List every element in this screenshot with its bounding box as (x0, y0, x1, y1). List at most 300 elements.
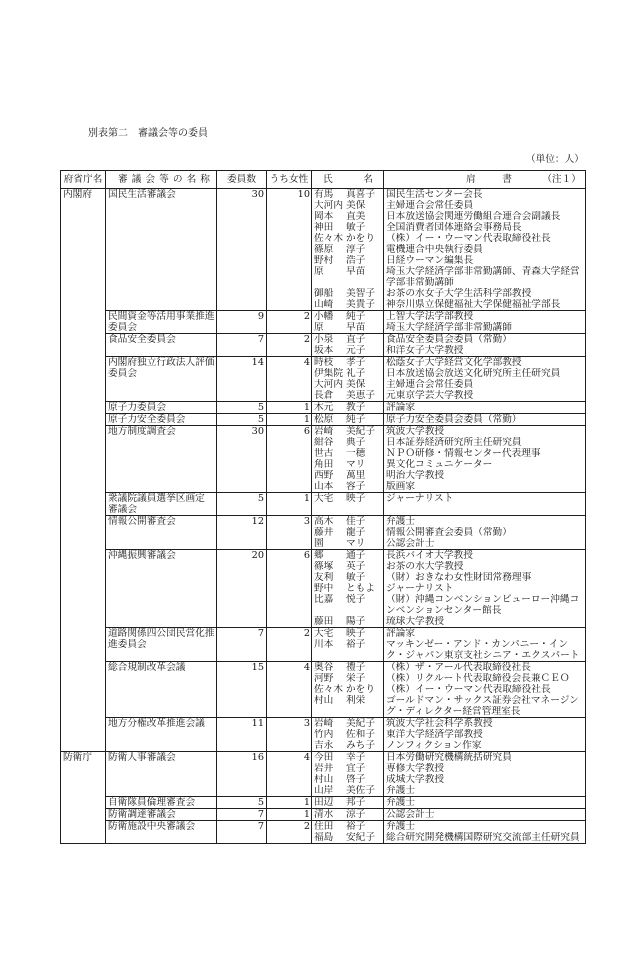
member-name-cell (312, 662, 384, 718)
female-count: 3 (303, 516, 310, 527)
member-title-cell (384, 414, 586, 426)
member-name-line (314, 695, 383, 706)
member-family-name: 岩井 (314, 763, 334, 774)
member-title-line: 琉球大学教授 (386, 616, 445, 627)
member-family-name: 岡本 (314, 211, 334, 222)
member-title-line: 食品安全委員会委員（常勤） (386, 334, 512, 345)
member-title-line: （財）おきなわ女性財団常務理事 (386, 572, 532, 583)
female-count-cell (267, 334, 312, 357)
member-given-name: 美保 (346, 379, 366, 390)
member-name (314, 414, 383, 425)
member-title (386, 718, 585, 729)
member-title (386, 244, 585, 255)
member-family-name: 山岸 (314, 785, 334, 796)
member-name-line (314, 266, 383, 277)
member-count: 5 (257, 493, 264, 504)
member-name (314, 628, 383, 639)
member-title-line: お茶の水大学教授 (386, 561, 464, 572)
member-name (314, 729, 383, 740)
member-given-name: マリ (346, 538, 366, 549)
member-title (386, 299, 585, 310)
header-council-label: 審議会等の名称 (118, 174, 210, 185)
council-name-line: 進委員会 (108, 639, 147, 650)
member-name-line (314, 752, 383, 763)
member-name-line (314, 200, 383, 211)
member-count: 14 (251, 357, 264, 368)
ministry-cell (61, 752, 106, 844)
council-row (61, 493, 586, 516)
member-title-cell (384, 628, 586, 662)
member-given-name: 美保 (346, 200, 366, 211)
member-given-name: 裕子 (346, 821, 366, 832)
table-body (61, 189, 586, 844)
member-title (386, 211, 585, 222)
member-title (386, 809, 585, 820)
member-title (386, 222, 585, 233)
council-row (61, 662, 586, 718)
member-title-line: 弁護士 (386, 516, 416, 527)
member-count: 7 (257, 821, 264, 832)
member-count: 11 (251, 718, 264, 729)
member-family-name: 高木 (314, 516, 334, 527)
member-name-cell (312, 628, 384, 662)
member-title-line: お茶の水女子大学生活科学部教授 (386, 288, 532, 299)
member-title-cell (384, 189, 586, 311)
member-title (386, 662, 585, 673)
member-given-name: 龍子 (346, 527, 366, 538)
member-title-cell (384, 402, 586, 414)
member-given-name: 美紀子 (346, 426, 376, 437)
council-name-line: 衆議院議員選挙区画定 (108, 493, 205, 504)
member-name (314, 797, 383, 808)
member-title-line: 学部非常勤講師 (386, 277, 454, 288)
member-count-cell (217, 662, 267, 718)
member-name (314, 379, 383, 390)
member-title (386, 233, 585, 244)
member-name (314, 583, 383, 594)
female-count: 4 (303, 752, 310, 763)
member-family-name: 藤田 (314, 616, 334, 627)
member-count-cell (217, 334, 267, 357)
member-title (386, 763, 585, 774)
member-family-name: 伊集院 (314, 368, 344, 379)
council-name-cell (106, 752, 217, 797)
member-name-line (314, 345, 383, 356)
member-title-line: （株）リクルート代表取締役会長兼ＣＥＯ (386, 673, 570, 684)
female-count: 1 (303, 493, 310, 504)
member-name-line (314, 561, 383, 572)
member-given-name: 孝子 (346, 357, 366, 368)
council-name-line: 国民生活審議会 (108, 189, 176, 200)
member-name-line (314, 628, 383, 639)
member-family-name: 佐々木 (314, 684, 344, 695)
member-name-line (314, 299, 383, 310)
council-name-line: 地方制度調査会 (108, 426, 176, 437)
member-name (314, 538, 383, 549)
header-name-label: 氏名 (323, 174, 373, 185)
member-given-name: 美貴子 (346, 299, 376, 310)
member-title (386, 402, 585, 413)
council-name-cell (106, 357, 217, 402)
member-name-line (314, 459, 383, 470)
member-title (386, 390, 585, 401)
member-name-line (314, 684, 383, 695)
member-title-line: （株）イー・ウーマン代表取締役社長 (386, 233, 551, 244)
council-name-cell (106, 809, 217, 821)
member-given-name: 早苗 (346, 322, 366, 333)
member-name (314, 493, 383, 504)
member-family-name: 郷 (314, 550, 324, 561)
member-count: 7 (257, 628, 264, 639)
member-title (386, 459, 585, 470)
member-title (386, 628, 585, 639)
council-name-line: 食品安全委員会 (108, 334, 176, 345)
female-count-cell (267, 426, 312, 493)
member-name-cell (312, 550, 384, 628)
member-title-line: 日本放送協会放送文化研究所主任研究員 (386, 368, 561, 379)
member-title-cell (384, 809, 586, 821)
member-family-name: 世古 (314, 448, 334, 459)
header-row (61, 171, 586, 189)
council-name-line: 委員会 (108, 322, 138, 333)
member-family-name: 長倉 (314, 390, 334, 401)
member-name-cell (312, 752, 384, 797)
member-name (314, 527, 383, 538)
member-title-line: 版画家 (386, 481, 416, 492)
council-row (61, 311, 586, 334)
member-name (314, 516, 383, 527)
member-given-name: 陽子 (346, 616, 366, 627)
member-name (314, 255, 383, 266)
council-row (61, 809, 586, 821)
member-count: 12 (251, 516, 264, 527)
member-name-line (314, 797, 383, 808)
member-title-line: （株）イー・ウーマン代表取締役社長 (386, 684, 551, 695)
member-title (386, 583, 585, 594)
member-name-cell (312, 402, 384, 414)
member-name-line (314, 368, 383, 379)
council-row (61, 752, 586, 797)
member-title (386, 639, 585, 661)
council-name-line: 委員会 (108, 368, 138, 379)
female-count: 2 (303, 821, 310, 832)
member-count-cell (217, 493, 267, 516)
member-name (314, 695, 383, 717)
member-given-name: 宜子 (346, 763, 366, 774)
header-title (384, 171, 586, 189)
female-count: 3 (303, 718, 310, 729)
member-count: 5 (257, 797, 264, 808)
member-name (314, 437, 383, 448)
member-family-name: 岩崎 (314, 426, 334, 437)
member-title (386, 821, 585, 832)
member-title (386, 334, 585, 345)
council-name-cell (106, 718, 217, 752)
member-name-line (314, 616, 383, 627)
member-count: 9 (257, 311, 264, 322)
member-title-line: 弁護士 (386, 797, 416, 808)
member-count: 7 (257, 809, 264, 820)
member-name-line (314, 437, 383, 448)
member-given-name: 裕子 (346, 639, 366, 650)
member-family-name: 大宅 (314, 628, 334, 639)
member-title-line: 元東京学芸大学教授 (386, 390, 474, 401)
member-title-line: ク・ジャパン東京支社シニア・エクスパート (386, 650, 580, 661)
member-name-line (314, 538, 383, 549)
header-women (267, 171, 312, 189)
member-title-line: 松蔭女子大学経営文化学部教授 (386, 357, 522, 368)
member-given-name: 幸子 (346, 752, 366, 763)
member-name (314, 785, 383, 796)
member-title (386, 437, 585, 448)
female-count: 1 (303, 414, 310, 425)
member-given-name: 美恵子 (346, 390, 376, 401)
member-title-line: 公認会計士 (386, 809, 435, 820)
member-given-name: 悦子 (346, 594, 366, 605)
member-name-line (314, 322, 383, 333)
member-family-name: 竹内 (314, 729, 334, 740)
member-name (314, 809, 383, 820)
member-title (386, 311, 585, 322)
female-count-cell (267, 311, 312, 334)
member-title-cell (384, 311, 586, 334)
member-title (386, 493, 585, 504)
member-name-cell (312, 189, 384, 311)
council-name-line: 地方分権改革推進会議 (108, 718, 205, 729)
ministry-cell (61, 189, 106, 752)
council-name-line: 原子力委員会 (108, 402, 167, 413)
member-name (314, 368, 383, 379)
member-name (314, 402, 383, 413)
member-title (386, 288, 585, 299)
member-title-line: 日本放送協会関連労働組合連合会副議長 (386, 211, 561, 222)
member-name-line (314, 222, 383, 233)
member-title (386, 414, 585, 425)
member-title (386, 470, 585, 481)
member-family-name: 紺谷 (314, 437, 334, 448)
member-title (386, 426, 585, 437)
member-name (314, 481, 383, 492)
member-name-line (314, 821, 383, 832)
member-name (314, 774, 383, 785)
member-title (386, 322, 585, 333)
member-name (314, 345, 383, 356)
council-name-line: 防衛人事審議会 (108, 752, 176, 763)
member-name-line (314, 211, 383, 222)
member-name-line (314, 550, 383, 561)
member-name-line (314, 527, 383, 538)
member-title-line: 上智大学法学部教授 (386, 311, 474, 322)
member-title (386, 345, 585, 356)
member-family-name: 園 (314, 538, 324, 549)
member-title-cell (384, 334, 586, 357)
member-name (314, 334, 383, 345)
member-title-line: 国民生活センター会長 (386, 189, 483, 200)
member-name (314, 594, 383, 616)
member-family-name: 時枝 (314, 357, 334, 368)
member-title-line: ンベンションセンター館長 (386, 605, 502, 616)
council-row (61, 334, 586, 357)
council-name-line: 内閣府独立行政法人評価 (108, 357, 215, 368)
member-name-line (314, 255, 383, 266)
female-count-cell (267, 414, 312, 426)
member-count-cell (217, 426, 267, 493)
member-name-line (314, 594, 383, 605)
member-title-line: 埼玉大学経済学部非常勤講師 (386, 322, 512, 333)
member-name-line (314, 763, 383, 774)
member-title-cell (384, 550, 586, 628)
female-count-cell (267, 662, 312, 718)
member-count-cell (217, 752, 267, 797)
member-title-line: ＮＰＯ研修・情報センター代表理事 (386, 448, 541, 459)
member-title (386, 255, 585, 266)
member-given-name: 映子 (346, 628, 366, 639)
member-title-line: 筑波大学社会科学系教授 (386, 718, 493, 729)
member-given-name: 通子 (346, 550, 366, 561)
member-count: 30 (251, 189, 264, 200)
member-given-name: 淳子 (346, 244, 366, 255)
council-name-line: 沖縄振興審議会 (108, 550, 176, 561)
member-name (314, 426, 383, 437)
member-title-line: ゴールドマン・サックス証券会社マネージン (386, 695, 579, 706)
member-name (314, 561, 383, 572)
header-name (312, 171, 384, 189)
member-given-name: 直美 (346, 211, 366, 222)
member-name (314, 244, 383, 255)
member-given-name: 敏子 (346, 222, 366, 233)
member-name (314, 299, 383, 310)
member-title (386, 200, 585, 211)
member-family-name: 友利 (314, 572, 334, 583)
member-name (314, 222, 383, 233)
member-name (314, 662, 383, 673)
member-given-name: 真喜子 (346, 189, 376, 200)
member-family-name: 角田 (314, 459, 334, 470)
member-name-line (314, 470, 383, 481)
member-count-cell (217, 311, 267, 334)
member-title-cell (384, 357, 586, 402)
member-family-name: 坂本 (314, 345, 334, 356)
member-given-name: 敏子 (346, 572, 366, 583)
member-name (314, 740, 383, 751)
member-count-cell (217, 402, 267, 414)
member-title-line: 筑波大学教授 (386, 426, 445, 437)
member-title (386, 189, 585, 200)
member-family-name: 比嘉 (314, 594, 334, 605)
member-title (386, 379, 585, 390)
member-count: 20 (251, 550, 264, 561)
header-note-label: （注１） (542, 174, 581, 185)
female-count: 6 (303, 550, 310, 561)
member-family-name: 河野 (314, 673, 334, 684)
member-title-line: ノンフィクション作家 (386, 740, 482, 751)
member-title (386, 448, 585, 459)
member-title (386, 740, 585, 751)
member-family-name: 原 (314, 266, 324, 277)
member-name-line (314, 334, 383, 345)
member-name-line (314, 673, 383, 684)
member-title (386, 357, 585, 368)
member-title (386, 516, 585, 527)
member-name-cell (312, 809, 384, 821)
member-family-name: 西野 (314, 470, 334, 481)
council-name-line: 防衛調達審議会 (108, 809, 176, 820)
female-count-cell (267, 402, 312, 414)
member-name-line (314, 718, 383, 729)
member-name-line (314, 516, 383, 527)
member-title-line: 埼玉大学経済学部非常勤講師、青森大学経営 (386, 266, 580, 277)
female-count: 4 (303, 357, 310, 368)
member-name-line (314, 402, 383, 413)
member-title-line: 評論家 (386, 402, 416, 413)
member-title-cell (384, 718, 586, 752)
member-family-name: 木元 (314, 402, 334, 413)
header-title-wrap (384, 171, 585, 188)
member-name-line (314, 662, 383, 673)
member-title-line: 主婦連合会常任委員 (386, 379, 474, 390)
member-name-line (314, 357, 383, 368)
council-name-line: 情報公開審査会 (108, 516, 176, 527)
member-name (314, 448, 383, 459)
member-name-line (314, 379, 383, 390)
member-count: 16 (251, 752, 264, 763)
member-family-name: 田辺 (314, 797, 334, 808)
member-title-line: 総合研究開発機構国際研究交流部主任研究員 (386, 832, 580, 843)
member-family-name: 篠塚 (314, 561, 334, 572)
council-row (61, 821, 586, 844)
member-name-line (314, 785, 383, 796)
member-name (314, 200, 383, 211)
member-name-line (314, 832, 383, 843)
member-family-name: 篠原 (314, 244, 334, 255)
female-count: 10 (297, 189, 310, 200)
member-family-name: 大宅 (314, 493, 334, 504)
council-name-cell (106, 662, 217, 718)
member-title (386, 538, 585, 549)
member-given-name: 純子 (346, 311, 366, 322)
document-title: 別表第二 審議会等の委員 (88, 128, 208, 139)
council-row (61, 426, 586, 493)
header-ministry-label: 府省庁名 (63, 174, 103, 185)
female-count-cell (267, 718, 312, 752)
member-name (314, 718, 383, 729)
member-name-cell (312, 493, 384, 516)
member-given-name: 直子 (346, 334, 366, 345)
member-name-line (314, 244, 383, 255)
member-family-name: 清水 (314, 809, 334, 820)
member-title-line: マッキンゼー・アンド・カンパニー・イン (386, 639, 569, 650)
member-title (386, 797, 585, 808)
member-family-name: 松原 (314, 414, 334, 425)
member-name (314, 821, 383, 832)
member-count-cell (217, 628, 267, 662)
member-title-line: （株）ザ・アール代表取締役社長 (386, 662, 531, 673)
member-title-line: 神奈川県立保健福祉大学保健福祉学部長 (386, 299, 561, 310)
member-name (314, 673, 383, 684)
female-count: 1 (303, 402, 310, 413)
member-name-cell (312, 821, 384, 844)
member-count-cell (217, 414, 267, 426)
member-name-line (314, 729, 383, 740)
member-given-name: 美佐子 (346, 785, 376, 796)
member-title (386, 695, 585, 717)
council-name-cell (106, 797, 217, 809)
member-title (386, 550, 585, 561)
member-name-line (314, 414, 383, 425)
council-row (61, 516, 586, 550)
council-name-cell (106, 516, 217, 550)
member-given-name: 元子 (346, 345, 366, 356)
